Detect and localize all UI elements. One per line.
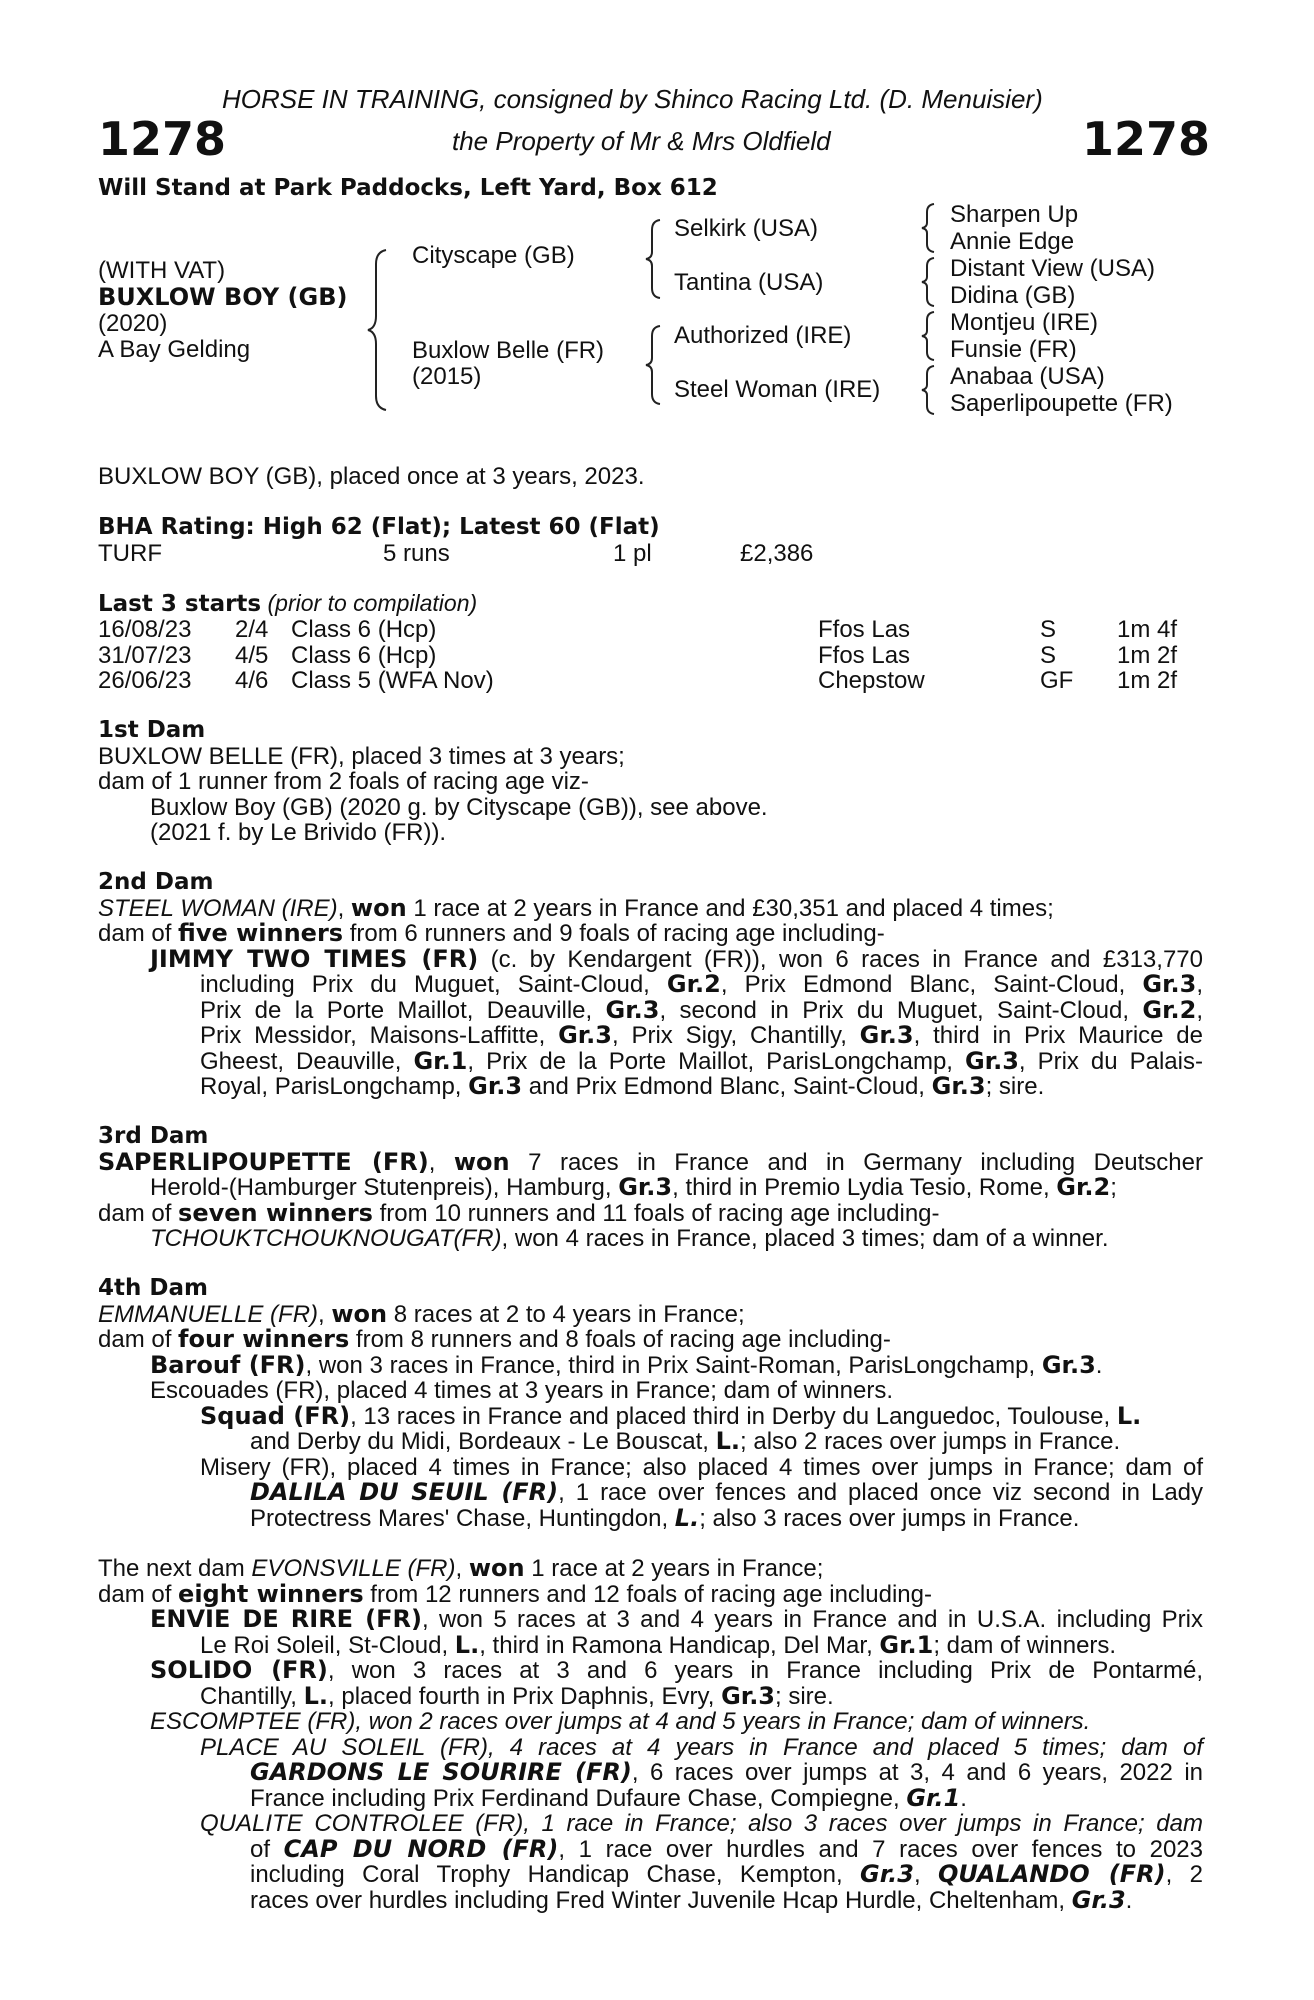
start-distance: 1m 2f [1117, 667, 1178, 694]
pedigree-g1: Sharpen Up [950, 201, 1079, 228]
start-date: 31/07/23 [98, 641, 192, 669]
second-dam-section [98, 870, 1203, 1100]
start-going: S [1040, 616, 1057, 643]
second-dam-line: dam of five winners from 6 runners and 9 foals of racing age including- [98, 919, 885, 947]
third-dam-line: dam of seven winners from 10 runners and 11 foals of racing age including- [98, 1198, 940, 1227]
next-dam-line: ENVIE DE RIRE (FR), won 5 races at 3 and 4 years in France and in U.S.A. including Prix [150, 1605, 1203, 1633]
last-starts-heading [98, 590, 477, 617]
next-dam-line: ESCOMPTEE (FR), won 2 races over jumps at 4 and 5 years in France; dam of winners. [150, 1708, 1091, 1735]
second-dam-line: Prix Messidor, Maisons-Laffitte, Gr.3, Prix Sigy, Chantilly, Gr.3, third in Prix Maurice de [200, 1021, 1203, 1049]
pedigree-g6: Funsie (FR) [950, 336, 1077, 363]
next-dam-line: PLACE AU SOLEIL (FR), 4 races at 4 years in France and placed 5 times; dam of [200, 1733, 1203, 1761]
next-dam-line: Chantilly, L., placed fourth in Prix Daphnis, Evry, Gr.3; sire. [200, 1681, 834, 1710]
rating-runs: 5 runs [383, 540, 450, 567]
start-date: 26/06/23 [98, 667, 192, 694]
start-course: Ffos Las [818, 616, 911, 643]
rating-surface: TURF [98, 540, 162, 567]
next-dam-line: QUALITE CONTROLEE (FR), 1 race in France; also 3 races over jumps in France; dam [200, 1810, 1203, 1837]
pedigree-g3: Distant View (USA) [950, 255, 1155, 282]
next-dam-line: France including Prix Ferdinand Dufaure Chase, Compiegne, Gr.1. [250, 1783, 967, 1812]
start-going: S [1040, 641, 1057, 669]
horse-description: A Bay Gelding [98, 336, 251, 363]
first-dam-heading: 1st Dam [98, 717, 206, 743]
second-dam-line: Prix de la Porte Maillot, Deauville, Gr.3, second in Prix du Muguet, Saint-Cloud, Gr.2, [200, 995, 1203, 1024]
lot-number-left: 1278 [98, 112, 227, 166]
next-dam-section [98, 1556, 1203, 1913]
next-dam-line: GARDONS LE SOURIRE (FR), 6 races over jumps at 3, 4 and 6 years, 2022 in [250, 1758, 1203, 1786]
last-starts-note: (prior to compilation) [267, 590, 478, 616]
g3-brace-3-icon [920, 310, 936, 362]
property-line: the Property of Mr & Mrs Oldfield [452, 126, 831, 156]
fourth-dam-line: EMMANUELLE (FR), won 8 races at 2 to 4 years in France; [98, 1299, 745, 1328]
third-dam-line: TCHOUKTCHOUKNOUGAT(FR), won 4 races in France, placed 3 times; dam of a winner. [150, 1225, 1109, 1252]
third-dam-heading: 3rd Dam [98, 1123, 209, 1149]
g3-brace-2-icon [920, 256, 936, 308]
pedigree-g2: Annie Edge [950, 228, 1075, 255]
start-race: Class 6 (Hcp) [291, 616, 437, 643]
pedigree-sire-sire: Selkirk (USA) [674, 215, 819, 242]
next-dam-line: races over hurdles including Fred Winter Juvenile Hcap Hurdle, Cheltenham, Gr.3. [250, 1885, 1133, 1914]
last-starts-title: Last 3 starts [98, 591, 262, 617]
pedigree-sire: Cityscape (GB) [412, 242, 575, 269]
second-dam-line: Gheest, Deauville, Gr.1, Prix de la Porte Maillot, ParisLongchamp, Gr.3, Prix du Palais- [200, 1046, 1203, 1075]
first-dam-line: dam of 1 runner from 2 foals of racing age viz- [98, 768, 589, 795]
rating-earnings: £2,386 [740, 540, 814, 567]
pedigree-g8: Saperlipoupette (FR) [950, 390, 1173, 417]
rating-placed: 1 pl [613, 540, 652, 567]
second-dam-line: including Prix du Muguet, Saint-Cloud, Gr.2, Prix Edmond Blanc, Saint-Cloud, Gr.3, [200, 970, 1203, 998]
g3-brace-4-icon [920, 364, 936, 416]
bha-rating: BHA Rating: High 62 (Flat); Latest 60 (Flat) [98, 514, 660, 540]
start-position: 4/5 [235, 641, 269, 669]
start-distance: 1m 2f [1117, 641, 1178, 669]
fourth-dam-line: Protectress Mares' Chase, Huntingdon, L.; also 3 races over jumps in France. [250, 1503, 1080, 1532]
pedigree-dam-dam: Steel Woman (IRE) [674, 376, 881, 403]
first-dam-section [98, 718, 1203, 846]
dam-brace-icon [644, 324, 662, 406]
third-dam-line: Herold-(Hamburger Stutenpreis), Hamburg, Gr.3, third in Premio Lydia Tesio, Rome, Gr.2; [150, 1173, 1117, 1201]
next-dam-line: The next dam EVONSVILLE (FR), won 1 race at 2 years in France; [98, 1554, 824, 1582]
fourth-dam-line: DALILA DU SEUIL (FR), 1 race over fences and placed once viz second in Lady [250, 1478, 1204, 1506]
start-course: Ffos Las [818, 641, 911, 669]
pedigree-dam: Buxlow Belle (FR) [412, 337, 605, 364]
pedigree-brace-icon [366, 248, 390, 412]
horse-year: (2020) [98, 310, 168, 337]
fourth-dam-line: Barouf (FR), won 3 races in France, third in Prix Saint-Roman, ParisLongchamp, Gr.3. [150, 1350, 1103, 1379]
horse-name: BUXLOW BOY (GB) [98, 283, 348, 311]
fourth-dam-line: dam of four winners from 8 runners and 8 foals of racing age including- [98, 1325, 891, 1353]
third-dam-section [98, 1124, 1203, 1252]
fourth-dam-line: Escouades (FR), placed 4 times at 3 years in France; dam of winners. [150, 1377, 893, 1404]
second-dam-heading: 2nd Dam [98, 869, 214, 895]
second-dam-line: JIMMY TWO TIMES (FR) (c. by Kendargent (FR)), won 6 races in France and £313,770 [150, 944, 1203, 973]
first-dam-line: BUXLOW BELLE (FR), placed 3 times at 3 years; [98, 742, 625, 770]
g3-brace-1-icon [920, 202, 936, 254]
start-course: Chepstow [818, 667, 925, 694]
next-dam-line: dam of eight winners from 12 runners and 12 foals of racing age including- [98, 1579, 932, 1608]
first-dam-line: Buxlow Boy (GB) (2020 g. by Cityscape (GB)), see above. [150, 793, 768, 821]
fourth-dam-line: and Derby du Midi, Bordeaux - Le Bouscat, L.; also 2 races over jumps in France. [250, 1427, 1121, 1455]
pedigree-sire-dam: Tantina (USA) [674, 269, 824, 296]
next-dam-line: of CAP DU NORD (FR), 1 race over hurdles and 7 races over fences to 2023 [250, 1834, 1203, 1863]
stand-location: Will Stand at Park Paddocks, Left Yard, Box 612 [98, 175, 718, 201]
pedigree-g4: Didina (GB) [950, 282, 1076, 309]
vat-note: (WITH VAT) [98, 257, 226, 284]
next-dam-line: including Coral Trophy Handicap Chase, Kempton, Gr.3, QUALANDO (FR), 2 [250, 1860, 1204, 1888]
fourth-dam-heading: 4th Dam [98, 1275, 208, 1301]
fourth-dam-line: Squad (FR), 13 races in France and placed third in Derby du Languedoc, Toulouse, L. [200, 1401, 1142, 1430]
consignment-line: HORSE IN TRAINING, consigned by Shinco Racing Ltd. (D. Menuisier) [222, 84, 1043, 114]
start-race: Class 5 (WFA Nov) [291, 667, 494, 694]
start-race: Class 6 (Hcp) [291, 641, 437, 669]
start-going: GF [1040, 667, 1074, 694]
performance-summary: BUXLOW BOY (GB), placed once at 3 years, 2023. [98, 463, 645, 490]
start-position: 4/6 [235, 667, 269, 694]
start-position: 2/4 [235, 616, 269, 643]
pedigree-dam-year: (2015) [412, 363, 482, 390]
second-dam-line: STEEL WOMAN (IRE), won 1 race at 2 years in France and £30,351 and placed 4 times; [98, 893, 1054, 922]
last-starts-table [98, 617, 1198, 697]
start-distance: 1m 4f [1117, 616, 1178, 643]
sire-brace-icon [644, 218, 662, 300]
pedigree-g7: Anabaa (USA) [950, 363, 1105, 390]
next-dam-line: Le Roi Soleil, St-Cloud, L., third in Ramona Handicap, Del Mar, Gr.1; dam of winners. [200, 1630, 1117, 1659]
second-dam-line: Royal, ParisLongchamp, Gr.3 and Prix Edmond Blanc, Saint-Cloud, Gr.3; sire. [200, 1072, 1045, 1100]
pedigree-g5: Montjeu (IRE) [950, 309, 1099, 336]
fourth-dam-section [98, 1276, 1203, 1531]
fourth-dam-line: Misery (FR), placed 4 times in France; also placed 4 times over jumps in France; dam of [200, 1453, 1203, 1481]
next-dam-line: SOLIDO (FR), won 3 races at 3 and 6 years in France including Prix de Pontarmé, [150, 1656, 1203, 1684]
first-dam-line: (2021 f. by Le Brivido (FR)). [150, 819, 447, 846]
lot-number-right: 1278 [1082, 112, 1211, 166]
pedigree-dam-sire: Authorized (IRE) [674, 322, 852, 349]
third-dam-line: SAPERLIPOUPETTE (FR), won 7 races in France and in Germany including Deutscher [98, 1147, 1203, 1176]
start-date: 16/08/23 [98, 616, 192, 643]
